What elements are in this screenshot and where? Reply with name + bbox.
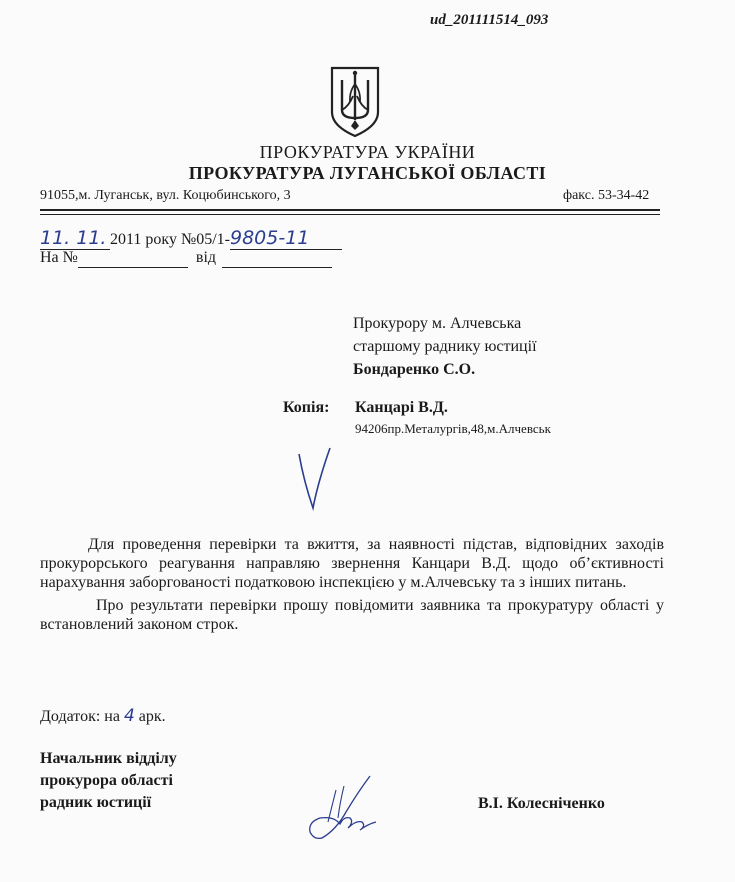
signer-name: В.І. Колесніченко <box>478 795 605 812</box>
handwritten-checkmark-icon <box>296 446 332 512</box>
signatory-title-block <box>40 748 177 814</box>
body-paragraph-2: Про результати перевірки прошу повідомити заявника та прокуратуру області у встановлений законом строк. <box>40 597 664 633</box>
vid-label: від <box>195 249 217 266</box>
letter-body <box>40 535 664 634</box>
header-rule-thick <box>40 209 660 211</box>
signatory-title-2: прокурора області <box>40 772 173 789</box>
date-field <box>40 227 110 250</box>
attachment-suffix: арк. <box>138 708 166 725</box>
handwritten-signature-icon <box>300 772 384 842</box>
org-address: 91055,м. Луганськ, вул. Коцюбинського, 3 <box>40 188 291 203</box>
org-fax: факс. 53-34-42 <box>563 188 650 203</box>
attachment-pages-handwritten: 4 <box>123 706 135 726</box>
signatory-title-1: Начальник відділу <box>40 750 177 767</box>
number-handwritten: 9805-11 <box>230 227 310 249</box>
number-field <box>230 227 342 250</box>
body-paragraph-1: Для проведення перевірки та вжиття, за наявності підстав, відповідних заходів прокурорського реагування направляю звернення Канцари В.Д. щодо об’єктивності нарахування заборгованості податковою інспекцією у м.Алчевську та з інших питань. <box>40 536 664 591</box>
na-label: На № <box>40 249 78 266</box>
attachment-line <box>40 706 166 726</box>
copy-address: 94206пр.Металургів,48,м.Алчевськ <box>355 421 551 436</box>
copy-name: Канцарі В.Д. <box>355 399 448 416</box>
registration-line <box>40 227 342 250</box>
recipient-block <box>353 312 537 381</box>
recipient-name: Бондаренко С.О. <box>353 361 476 378</box>
vid-date-blank <box>222 249 332 268</box>
date-handwritten: 11. 11. <box>40 227 107 249</box>
header-rule-thin <box>40 214 660 215</box>
org-line-1: ПРОКУРАТУРА УКРАЇНИ <box>259 142 476 162</box>
signatory-title-3: радник юстиції <box>40 794 152 811</box>
attachment-prefix: Додаток: на <box>40 708 120 725</box>
recipient-line-1: Прокурору м. Алчевська <box>353 315 522 332</box>
document-id: ud_201111514_093 <box>430 12 549 28</box>
recipient-line-2: старшому раднику юстиції <box>353 338 537 355</box>
year-number-text: 2011 року №05/1- <box>110 231 230 248</box>
incoming-reference-line <box>40 249 332 268</box>
org-line-2: ПРОКУРАТУРА ЛУГАНСЬКОЇ ОБЛАСТІ <box>188 163 547 183</box>
na-number-blank <box>78 249 188 268</box>
copy-label: Копія: <box>283 399 330 416</box>
trident-emblem-icon <box>329 66 381 138</box>
